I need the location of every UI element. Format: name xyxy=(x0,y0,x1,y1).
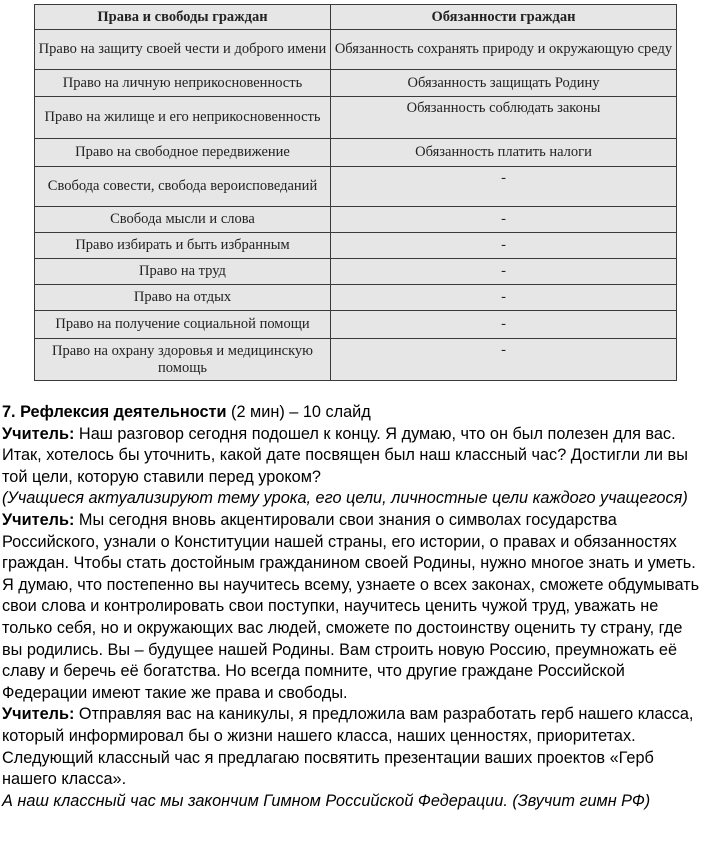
duty-cell: Обязанность соблюдать законы xyxy=(331,97,677,139)
right-cell: Право на отдых xyxy=(35,285,331,311)
header-duties: Обязанности граждан xyxy=(331,5,677,30)
paragraph-text: Отправляя вас на каникулы, я предложила вам разработать герб нашего класса, который информировал бы о жизни нашего класса, наших ценностях, приоритетах. Следующий классный час я предлагаю посвятить презентации ваших проектов «Герб нашего класса». xyxy=(2,705,694,789)
table-row xyxy=(35,285,677,311)
section-title: 7. Рефлексия деятельности xyxy=(2,403,227,421)
right-cell: Право на свободное передвижение xyxy=(35,139,331,167)
duty-cell: - xyxy=(331,259,677,285)
paragraph xyxy=(2,424,702,489)
italic-note: А наш классный час мы закончим Гимном Российской Федерации. (Звучит гимн РФ) xyxy=(2,791,651,810)
table-row xyxy=(35,233,677,259)
right-cell: Право на жилище и его неприкосновенность xyxy=(35,97,331,139)
speaker-label: Учитель: xyxy=(2,705,75,724)
section-heading xyxy=(2,402,702,424)
right-cell: Право избирать и быть избранным xyxy=(35,233,331,259)
duty-cell: - xyxy=(331,311,677,339)
duty-cell: Обязанность сохранять природу и окружающую среду xyxy=(331,30,677,70)
table-row xyxy=(35,167,677,207)
rights-duties-table xyxy=(34,4,677,381)
right-cell: Право на получение социальной помощи xyxy=(35,311,331,339)
header-rights: Права и свободы граждан xyxy=(35,5,331,30)
table-row xyxy=(35,97,677,139)
speaker-label: Учитель: xyxy=(2,424,75,443)
duty-cell: - xyxy=(331,233,677,259)
duty-cell: - xyxy=(331,285,677,311)
right-cell: Свобода мысли и слова xyxy=(35,207,331,233)
paragraph xyxy=(2,704,702,790)
speaker-label: Учитель: xyxy=(2,510,75,529)
section-duration: (2 мин) – 10 слайд xyxy=(226,403,371,421)
right-cell: Право на труд xyxy=(35,259,331,285)
right-cell: Право на личную неприкосновенность xyxy=(35,70,331,97)
table-row xyxy=(35,207,677,233)
table-row xyxy=(35,70,677,97)
duty-cell: Обязанность защищать Родину xyxy=(331,70,677,97)
table-row xyxy=(35,259,677,285)
table-row xyxy=(35,339,677,381)
lesson-text xyxy=(2,402,702,812)
duty-cell: - xyxy=(331,207,677,233)
table-row xyxy=(35,139,677,167)
right-cell: Право на охрану здоровья и медицинскую помощь xyxy=(35,339,331,381)
table-row xyxy=(35,311,677,339)
right-cell: Право на защиту своей чести и доброго имени xyxy=(35,30,331,70)
paragraph-text: Мы сегодня вновь акцентировали свои знания о символах государства Российского, узнали о Конституции нашей страны, его истории, о правах и обязанностях граждан. Чтобы стать достойным гражданином своей Родины, нужно многое знать и уметь. Я думаю, что постепенно вы научитесь всему, узнаете о всех законах, сможете обдумывать свои слова и контролировать свои поступки, научитесь ценить чужой труд, уважать не только себя, но и окружающих вас людей, сможете по достоинству оценить ту страну, где вы родились. Вы – будущее нашей Родины. Вам строить новую Россию, преумножать её славу и беречь её богатства. Но всегда помните, что другие граждане Российской Федерации имеют такие же права и свободы. xyxy=(2,510,700,702)
duty-cell: - xyxy=(331,167,677,207)
italic-note: (Учащиеся актуализируют тему урока, его цели, личностные цели каждого учащегося) xyxy=(2,489,688,508)
rights-table-image xyxy=(34,4,676,380)
duty-cell: - xyxy=(331,339,677,381)
table-row xyxy=(35,30,677,70)
paragraph-text: Наш разговор сегодня подошел к концу. Я думаю, что он был полезен для вас. Итак, хотелось бы уточнить, какой дате посвящен был наш классный час? Достигли ли вы той цели, которую ставили перед уроком? xyxy=(2,424,688,486)
duty-cell: Обязанность платить налоги xyxy=(331,139,677,167)
table-header-row xyxy=(35,5,677,30)
right-cell: Свобода совести, свобода вероисповеданий xyxy=(35,167,331,207)
paragraph xyxy=(2,510,702,704)
